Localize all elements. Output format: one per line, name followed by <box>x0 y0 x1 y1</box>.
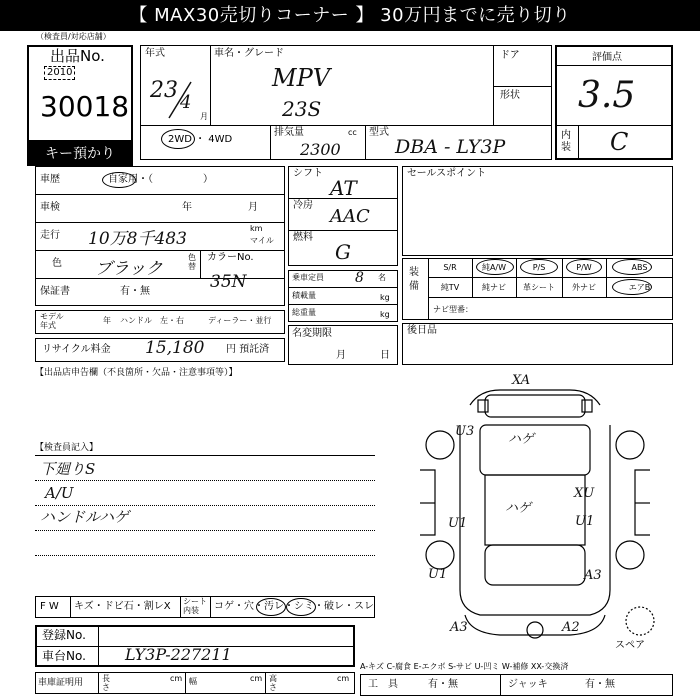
history-label: 車歴 <box>40 174 60 185</box>
mark-u1-left: U1 <box>448 516 468 531</box>
model-type-value: DBA - LY3P <box>395 136 506 158</box>
shift-label: シフト <box>293 168 323 179</box>
cert-height: 高さ <box>269 674 277 692</box>
lot-label: 出品No. <box>50 47 105 65</box>
displacement-unit: cc <box>348 128 357 137</box>
key-badge: キー預かり <box>27 142 133 166</box>
equip-navi: 純ナビ <box>482 283 506 292</box>
navi-model-label: ナビ型番： <box>433 305 473 314</box>
mark-u3: U3 <box>455 424 475 439</box>
recycle-label: リサイクル料金 <box>42 344 111 355</box>
fw-label: F W <box>40 601 59 612</box>
equip-airbag: エアB <box>628 283 651 292</box>
model-type-label: 型式 <box>369 127 389 138</box>
cert-length-unit: cm <box>170 674 183 683</box>
inspector-label: 【検査員記入】 <box>35 443 99 453</box>
fw-circle-1 <box>256 598 286 616</box>
mark-a3-bottom: A3 <box>450 620 468 635</box>
weight-label: 総重量 <box>292 308 316 317</box>
deadline-month: 月 <box>336 350 346 361</box>
deadline-day: 日 <box>380 350 390 361</box>
month-value: 4 <box>180 92 192 113</box>
score-value: 3.5 <box>578 75 636 116</box>
car-grade-value: 23S <box>282 97 322 121</box>
weight-unit: kg <box>380 310 390 319</box>
car-name-value: MPV <box>272 64 331 92</box>
inspection-year: 年 <box>182 202 192 213</box>
cert-height-unit: cm <box>337 674 350 683</box>
deadline-label: 名変期限 <box>292 328 332 339</box>
score-label: 評価点 <box>592 52 622 63</box>
registration-label: 登録No. <box>42 628 86 642</box>
inspection-month: 月 <box>248 202 258 213</box>
jack-label: ジャッキ <box>508 679 548 690</box>
load-label: 積載量 <box>292 291 316 300</box>
ac-value: AAC <box>330 206 370 227</box>
equip-leather: 革シート <box>523 283 555 292</box>
inspector-note-2: A/U <box>45 484 74 502</box>
mark-hage-2: ハゲ <box>505 501 532 516</box>
mark-u1-rear: U1 <box>428 567 448 582</box>
after-install-label: 後日品 <box>407 325 437 336</box>
capacity-value: 8 <box>355 270 364 286</box>
equipment-label: 装備 <box>409 267 419 292</box>
equip-ps-circle <box>520 259 558 275</box>
mark-u1-right: U1 <box>575 514 595 529</box>
year-value: 23 <box>150 78 178 103</box>
car-name-label: 車名・グレード <box>214 48 284 59</box>
equip-tv: 純TV <box>440 283 460 292</box>
equip-sr: S/R <box>443 263 457 272</box>
year-label: 年式 <box>145 48 165 59</box>
color-no-value: 35N <box>210 272 247 292</box>
mileage-label: 走行 <box>40 230 60 241</box>
drive-options: 2WD ・ 4WD <box>168 134 233 145</box>
banner: 【 MAX30売切りコーナー 】 30万円までに売り切り <box>0 0 700 31</box>
model-year-label: モデル年式 <box>40 312 64 330</box>
chassis-value: LY3P-227211 <box>125 645 232 664</box>
damage-legend: A-キズ C-腐食 E-エクボ S-サビ U-凹ミ W-補修 XX-交換済 <box>360 662 569 671</box>
cert-width-unit: cm <box>250 674 263 683</box>
equip-abs: ABS <box>631 263 648 272</box>
recycle-unit: 円 預託済 <box>226 344 270 355</box>
repaint-label: 色替 <box>188 253 196 271</box>
equip-airbag-circle <box>612 279 652 295</box>
car-diagram <box>400 375 670 645</box>
equip-aw-circle <box>476 259 514 275</box>
fuel-value: G <box>335 240 351 264</box>
equip-abs-circle <box>612 259 652 275</box>
inspector-note-3: ハンドルハゲ <box>40 508 129 526</box>
capacity-label: 乗車定員 <box>292 273 324 282</box>
mark-xa: XA <box>512 373 531 388</box>
displacement-label: 排気量 <box>274 127 304 138</box>
fw-seat: シート内装 <box>183 597 207 615</box>
interior-value: C <box>610 128 629 156</box>
mileage-unit-mile: マイル <box>250 236 274 245</box>
spare-label: スペア <box>615 640 645 651</box>
handle-options: ハンドル 左・右 <box>120 316 184 325</box>
history-value: 自家用・（ ） <box>108 174 213 185</box>
tools-label: 工 具 <box>368 679 398 690</box>
equip-aw: 純A/W <box>481 263 507 272</box>
sales-point-label: セールスポイント <box>407 168 487 179</box>
fuel-label: 燃料 <box>293 232 313 243</box>
model-year-unit: 年 <box>103 316 111 325</box>
dealer-options: ディーラー・並行 <box>208 316 272 325</box>
warranty-label: 保証書 <box>40 286 70 297</box>
inspection-label: 車検 <box>40 202 60 213</box>
fw-items: キズ・ドビ石・割レX <box>74 601 171 612</box>
displacement-value: 2300 <box>300 140 341 159</box>
after-install-box <box>402 323 673 365</box>
shape-label: 形状 <box>500 90 520 101</box>
mark-a3-right: A3 <box>584 568 602 583</box>
mark-xu: XU <box>574 486 595 501</box>
color-no-label: カラーNo. <box>207 252 254 263</box>
equip-ps: P/S <box>532 263 546 272</box>
lot-number: 30018 <box>40 90 130 123</box>
tools-value: 有・無 <box>428 679 458 690</box>
equip-pw-circle <box>566 259 602 275</box>
lot-year: 2010 <box>44 66 75 80</box>
mark-a2: A2 <box>562 620 580 635</box>
equip-ext-navi: 外ナビ <box>572 283 596 292</box>
color-value: ブラック <box>95 259 163 279</box>
cert-length: 長さ <box>102 674 110 692</box>
fw-circle-2 <box>286 598 316 616</box>
declaration-label: 【出品店申告欄（不良箇所・欠品・注意事項等）】 <box>35 368 238 378</box>
fw-items2: コゲ・穴・汚レ・シミ・破レ・スレ <box>214 601 374 612</box>
recycle-value: 15,180 <box>145 338 205 358</box>
cert-label: 車庫証明用 <box>38 678 84 688</box>
mileage-value: 10万8千483 <box>88 229 187 249</box>
cert-width: 幅 <box>189 677 197 686</box>
jack-value: 有・無 <box>585 679 615 690</box>
equip-pw: P/W <box>576 263 592 272</box>
chassis-label: 車台No. <box>42 649 86 663</box>
warranty-value: 有・無 <box>120 286 150 297</box>
load-unit: kg <box>380 293 390 302</box>
inspector-note-1: 下廻りS <box>40 460 96 478</box>
color-label: 色 <box>52 258 62 269</box>
interior-label: 内装 <box>561 130 571 153</box>
header-sub: （検査員/対応店舗） <box>36 32 111 41</box>
shift-value: AT <box>330 176 357 200</box>
year-slash <box>165 80 195 120</box>
month-unit: 月 <box>200 112 208 121</box>
mark-hage-1: ハゲ <box>508 432 535 447</box>
door-label: ドア <box>500 50 520 61</box>
capacity-unit: 名 <box>378 273 386 282</box>
mileage-unit-km: km <box>250 224 263 233</box>
ac-label: 冷房 <box>293 200 313 211</box>
